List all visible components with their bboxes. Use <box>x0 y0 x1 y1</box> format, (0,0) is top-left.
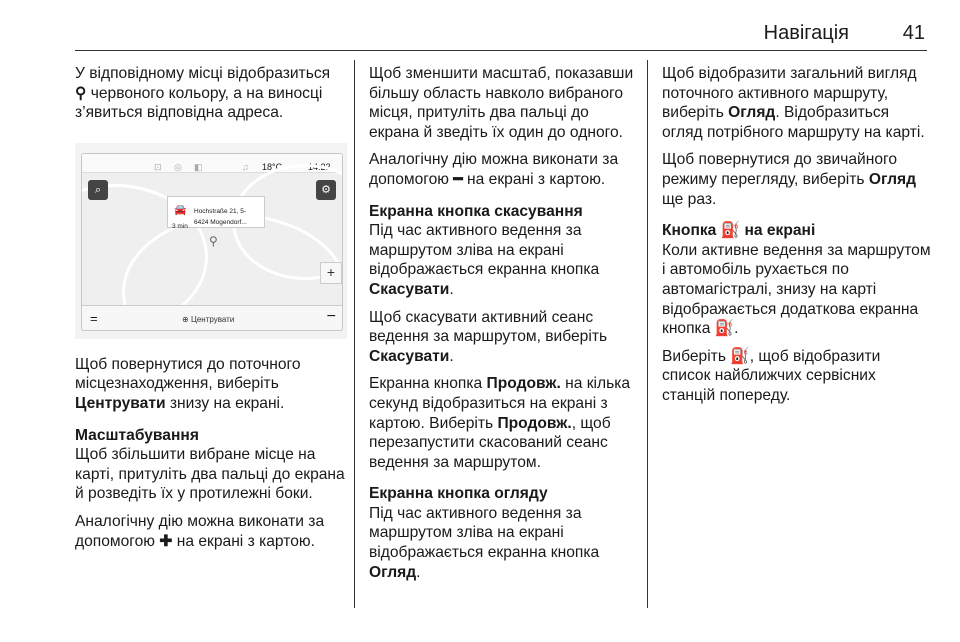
eta: 3 min <box>172 222 188 230</box>
paragraph-zoom-out: Щоб зменшити масштаб, показавши більшу область навколо вибраного місця, притуліть два пальці до екрана й зведіть їх один до одного. <box>369 65 634 141</box>
center-button[interactable]: ⊕ Центрувати <box>182 314 235 324</box>
phone-icon: ◎ <box>174 161 182 172</box>
heading-cancel: Екранна кнопка скасування <box>369 202 583 220</box>
minus-icon: ━ <box>453 170 463 188</box>
media-icon: ◧ <box>194 161 203 172</box>
clock: 14:22 <box>308 161 331 172</box>
paragraph-resume: Екранна кнопка Продовж. на кілька секунд відобразиться на екрані з картою. Виберіть Продовж., щоб перезапустити скасований сеанс ведення за маршрутом. <box>369 375 631 471</box>
page-header <box>75 22 927 50</box>
plus-icon: ✚ <box>159 532 173 550</box>
column-2 <box>369 64 641 590</box>
page-title: Навігація <box>763 22 849 44</box>
tp-icon: ⊡ <box>154 161 162 172</box>
zoom-out-button[interactable]: − <box>326 307 336 325</box>
paragraph-fuel-select: Виберіть ⛽, щоб відобразити список найближчих сервісних станцій попереду. <box>662 347 881 404</box>
paragraph-overview-2: Щоб повернутися до звичайного режиму перегляду, виберіть Огляд ще раз. <box>662 151 916 208</box>
fuel-station-icon: ⛽ <box>720 222 741 240</box>
paragraph-overview-1: Щоб відобразити загальний вигляд поточного активного маршруту, виберіть Огляд. Відобразиться огляд потрібного маршруту на карті. <box>662 65 925 141</box>
map-bottom-bar <box>82 305 342 330</box>
paragraph-cancel: Під час активного ведення за маршрутом зліва на екрані відображається екранна кнопка Скасувати. <box>369 222 600 298</box>
crosshair-icon: ⊕ <box>182 314 189 324</box>
address-line-1: Hochstraße 21, 5- <box>194 207 247 215</box>
map-pin-icon: ⚲ <box>209 233 218 248</box>
fuel-station-icon: ⛽ <box>730 347 750 365</box>
paragraph-zoom-in: Щоб збільшити вибране місце на карті, притуліть два пальці до екрана й розведіть їх у протилежні боки. <box>75 446 345 503</box>
paragraph-fuel-button: Коли активне ведення за маршрутом і автомобіль рухається по автомагістралі, знизу на карті відображається додаткова екранна кнопка ⛽. <box>662 241 931 338</box>
map-pin-icon: ⚲ <box>75 84 87 102</box>
map-screen <box>81 153 343 331</box>
heading-overview: Екранна кнопка огляду <box>369 485 548 503</box>
zoom-in-button[interactable]: + <box>320 262 342 284</box>
paragraph-zoom-out-alt: Аналогічну дію можна виконати за допомогою ━ на екрані з картою. <box>369 151 619 188</box>
paragraph-overview: Під час активного ведення за маршрутом зліва на екрані відображається екранна кнопка Огляд. <box>369 504 600 581</box>
search-button[interactable] <box>88 180 108 200</box>
paragraph-center: Щоб повернутися до поточного місцезнаходження, виберіть Центрувати знизу на екрані. <box>75 355 301 412</box>
page-number: 41 <box>902 22 925 44</box>
search-icon: ⌕ <box>94 183 102 196</box>
heading-fuel-button: Кнопка ⛽ на екрані <box>662 222 816 240</box>
gear-icon: ⚙ <box>321 183 331 196</box>
column-divider <box>354 60 355 608</box>
column-divider <box>647 60 648 608</box>
column-3 <box>662 64 932 414</box>
header-rule <box>75 50 927 51</box>
paragraph-intro: У відповідному місці відобразиться ⚲ червоного кольору, а на виносці з’явиться відповідна адреса. <box>75 65 331 122</box>
fuel-station-icon: ⛽ <box>714 320 735 338</box>
map-screenshot <box>75 143 347 339</box>
paragraph-zoom-in-alt: Аналогічну дію можна виконати за допомогою ✚ на екрані з картою. <box>75 512 325 550</box>
address-line-2: 6424 Mogendorf... <box>194 218 247 226</box>
paragraph-cancel-2: Щоб скасувати активний сеанс ведення за маршрутом, виберіть Скасувати. <box>369 308 608 365</box>
column-1 <box>75 64 347 559</box>
music-icon: ♫ <box>242 161 249 172</box>
car-icon: 🚘 <box>174 204 187 216</box>
heading-scale: Масштабування <box>75 426 199 444</box>
settings-button[interactable] <box>316 180 336 200</box>
address-callout[interactable] <box>167 196 265 228</box>
temperature: 18°C <box>262 161 283 172</box>
menu-button[interactable]: = <box>90 310 98 326</box>
